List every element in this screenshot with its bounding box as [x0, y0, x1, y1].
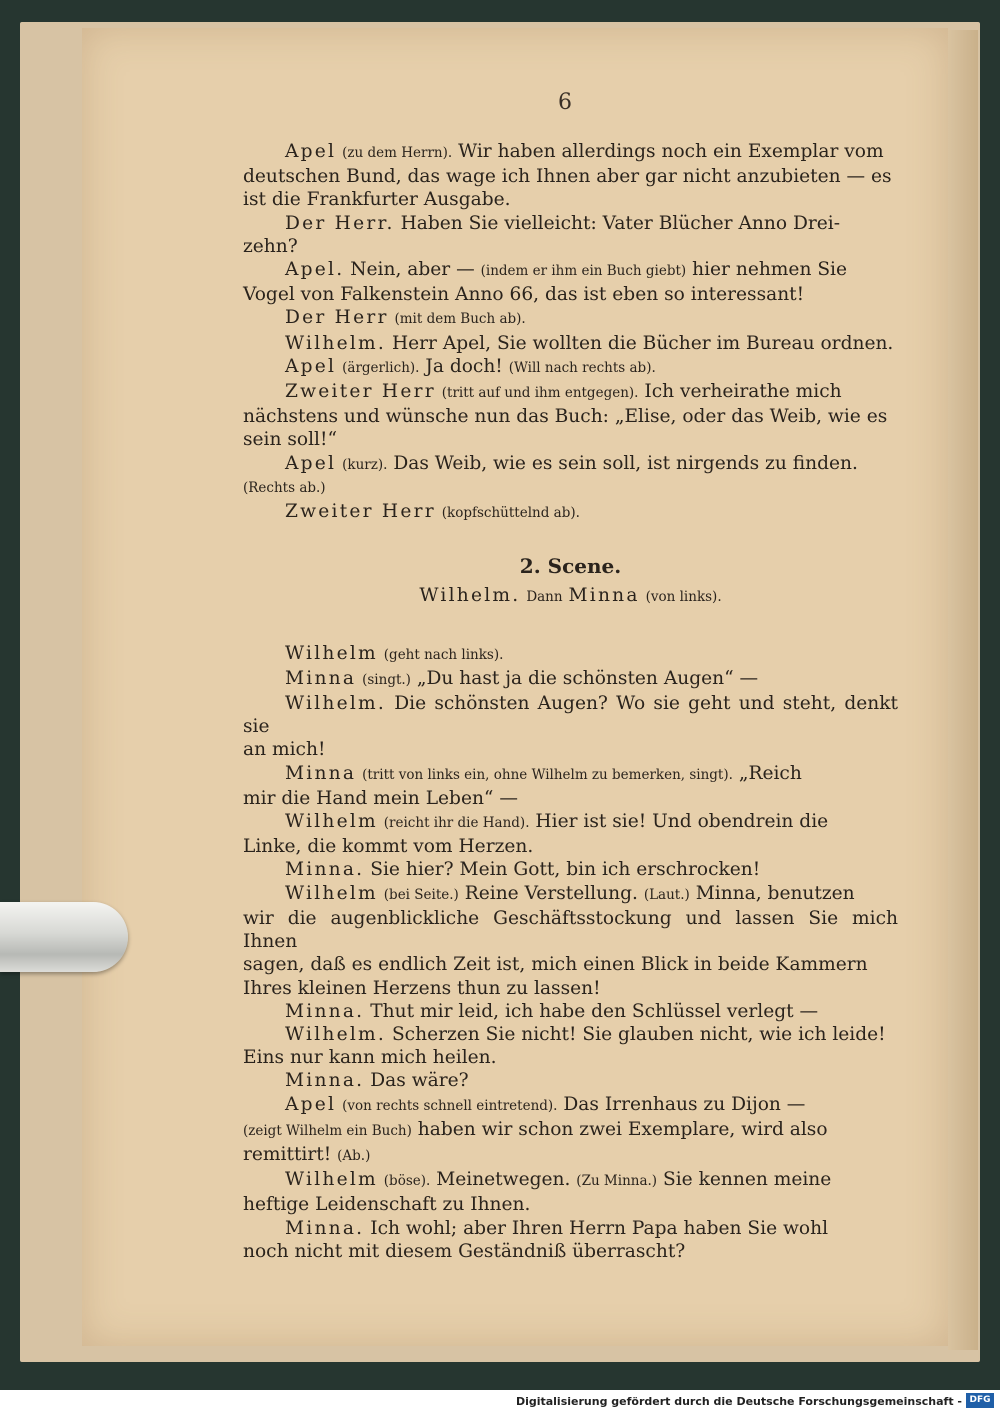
- dialogue: Thut mir leid, ich habe den Schlüssel verlegt —: [370, 1000, 819, 1022]
- stage-direction: (zu dem Herrn).: [342, 145, 453, 161]
- dialogue: remittirt!: [243, 1143, 332, 1165]
- dialogue: Reine Verstellung.: [464, 882, 638, 904]
- speaker: Minna.: [285, 1070, 365, 1092]
- text-line: sagen, daß es endlich Zeit ist, mich einen Blick in beide Kammern: [243, 954, 868, 976]
- stage-direction: (singt.): [362, 671, 411, 688]
- text-line: [243, 212, 898, 235]
- text-line: [243, 1023, 898, 1046]
- stage-direction: (mit dem Buch ab).: [394, 311, 526, 328]
- dfg-logo-icon: DFG: [966, 1393, 994, 1408]
- dialogue: Meinetwegen.: [436, 1169, 571, 1191]
- text-line: [243, 452, 898, 477]
- speaker: Wilhelm.: [285, 332, 387, 354]
- speaker: Minna: [568, 585, 640, 607]
- text-line: sein soll!“: [243, 429, 337, 451]
- text-line: heftige Leidenschaft zu Ihnen.: [243, 1194, 531, 1216]
- text-line: [243, 380, 898, 405]
- speaker: Der Herr.: [285, 212, 395, 234]
- speaker: Apel: [285, 452, 337, 474]
- text-line: [243, 1217, 898, 1240]
- dialogue: Ich wohl; aber Ihren Herrn Papa haben Sie wohl: [370, 1217, 829, 1239]
- stage-direction: (von links).: [645, 589, 722, 606]
- text-line: nächstens und wünsche nun das Buch: „Elise, oder das Weib, wie es: [243, 406, 888, 428]
- text-line: [243, 810, 898, 835]
- dialogue: Ich verheirathe mich: [644, 381, 842, 403]
- text-line: Vogel von Falkenstein Anno 66, das ist eben so interessant!: [243, 284, 805, 306]
- text-line: [243, 1069, 898, 1092]
- speaker: Minna.: [285, 1000, 365, 1022]
- text-line: wir die augenblickliche Geschäftsstockung und lassen Sie mich Ihnen: [243, 907, 898, 953]
- dialogue: hier nehmen Sie: [692, 259, 848, 281]
- speaker: Wilhelm: [285, 882, 378, 904]
- dialogue: Das Irrenhaus zu Dijon —: [563, 1093, 806, 1115]
- stage-direction: (tritt auf und ihm entgegen).: [441, 385, 639, 402]
- speaker: Minna.: [285, 1217, 365, 1239]
- page-clip: [0, 902, 128, 972]
- page-edge: [948, 30, 978, 1350]
- speaker: Zweiter Herr: [285, 381, 436, 403]
- page-number: 6: [558, 90, 572, 115]
- text-line: [243, 1118, 898, 1143]
- stage-direction: (tritt von links ein, ohne Wilhelm zu bemerken, singt).: [362, 766, 733, 783]
- speaker: Wilhelm.: [285, 693, 387, 715]
- scene-heading: 2. Scene.: [519, 554, 622, 579]
- text-line: noch nicht mit diesem Geständniß überrascht?: [243, 1240, 686, 1262]
- stage-direction: (indem er ihm ein Buch giebt): [480, 263, 687, 280]
- dialogue: Sie kennen meine: [663, 1169, 832, 1191]
- text-line: [243, 355, 898, 380]
- stage-direction: (ärgerlich).: [342, 359, 420, 376]
- text-line: [243, 667, 898, 692]
- text-line: [243, 1143, 898, 1168]
- text-line: [243, 1000, 898, 1023]
- play-text: [243, 140, 898, 1263]
- stage-direction: (böse).: [383, 1173, 431, 1190]
- speaker: Apel: [285, 355, 337, 377]
- stage-direction: (zeigt Wilhelm ein Buch): [243, 1122, 412, 1139]
- text-line: Linke, die kommt vom Herzen.: [243, 836, 534, 858]
- dialogue: „Reich: [738, 762, 802, 784]
- speaker: Wilhelm.: [419, 585, 521, 607]
- stage-direction: (bei Seite.): [383, 886, 459, 903]
- text-line: [243, 642, 898, 667]
- dialogue: Haben Sie vielleicht: Vater Blücher Anno Drei-: [400, 212, 840, 234]
- speaker: Apel: [285, 141, 337, 162]
- stage-direction: (Zu Minna.): [576, 1173, 658, 1190]
- text-line: [243, 692, 898, 738]
- dialogue: Das Weib, wie es sein soll, ist nirgends zu finden.: [393, 452, 858, 474]
- text-line: [243, 882, 898, 907]
- speaker: Zweiter Herr: [285, 501, 436, 523]
- text-line: [243, 140, 898, 165]
- dialogue: Sie hier? Mein Gott, bin ich erschrocken!: [370, 859, 761, 881]
- scene-cast: [243, 584, 898, 609]
- text-line: [243, 858, 898, 881]
- text-line: an mich!: [243, 739, 326, 761]
- dialogue: Minna, benutzen: [695, 882, 855, 904]
- speaker: Wilhelm: [285, 642, 378, 664]
- speaker: Wilhelm.: [285, 1023, 387, 1045]
- text-line: [243, 500, 898, 525]
- speaker: Minna: [285, 667, 357, 689]
- dialogue: Wir haben allerdings noch ein Exemplar vom: [458, 141, 884, 162]
- stage-direction: (kurz).: [342, 456, 388, 473]
- dialogue: „Du hast ja die schönsten Augen“ —: [416, 667, 759, 689]
- dialogue: Nein, aber —: [350, 259, 475, 281]
- text-line: deutschen Bund, das wage ich Ihnen aber gar nicht anzubieten — es: [243, 166, 892, 188]
- dialogue: Die schönsten Augen? Wo sie geht und steht, denkt sie: [243, 693, 898, 738]
- speaker: Minna: [285, 762, 357, 784]
- text-line: Ihres kleinen Herzens thun zu lassen!: [243, 977, 601, 999]
- text-line: [243, 258, 898, 283]
- stage-direction: (Ab.): [337, 1147, 371, 1164]
- text-line: [243, 762, 898, 787]
- stage-direction: (Will nach rechts ab).: [508, 359, 656, 376]
- speaker: Wilhelm: [285, 811, 378, 833]
- stage-direction: (kopfschüttelnd ab).: [441, 505, 580, 522]
- speaker: Apel.: [285, 259, 345, 281]
- dialogue: haben wir schon zwei Exemplare, wird also: [417, 1118, 828, 1140]
- text-line: [243, 306, 898, 331]
- text-line: [243, 1168, 898, 1193]
- stage-direction: (geht nach links).: [383, 646, 504, 663]
- dialogue: Das wäre?: [370, 1070, 469, 1092]
- dialogue: Herr Apel, Sie wollten die Bücher im Bureau ordnen.: [391, 332, 894, 354]
- funding-credit: Digitalisierung gefördert durch die Deutsche Forschungsgemeinschaft -: [515, 1395, 962, 1408]
- speaker: Minna.: [285, 859, 365, 881]
- dialogue: Scherzen Sie nicht! Sie glauben nicht, wie ich leide!: [391, 1023, 886, 1045]
- stage-direction: Dann: [526, 589, 563, 606]
- speaker: Der Herr: [285, 307, 389, 329]
- stage-direction: (Laut.): [643, 886, 690, 903]
- text-line: mir die Hand mein Leben“ —: [243, 787, 518, 809]
- stage-direction: (Rechts ab.): [243, 479, 326, 496]
- speaker: Apel: [285, 1093, 337, 1115]
- stage-direction: (von rechts schnell eintretend).: [342, 1097, 558, 1114]
- text-line: zehn?: [243, 235, 298, 257]
- text-line: [243, 1093, 898, 1118]
- dialogue: Ja doch!: [425, 355, 503, 377]
- dialogue: Hier ist sie! Und obendrein die: [535, 811, 829, 833]
- speaker: Wilhelm: [285, 1169, 378, 1191]
- text-line: [243, 332, 898, 355]
- stage-direction: (reicht ihr die Hand).: [383, 815, 530, 832]
- text-line: ist die Frankfurter Ausgabe.: [243, 189, 511, 211]
- text-line: Eins nur kann mich heilen.: [243, 1047, 497, 1069]
